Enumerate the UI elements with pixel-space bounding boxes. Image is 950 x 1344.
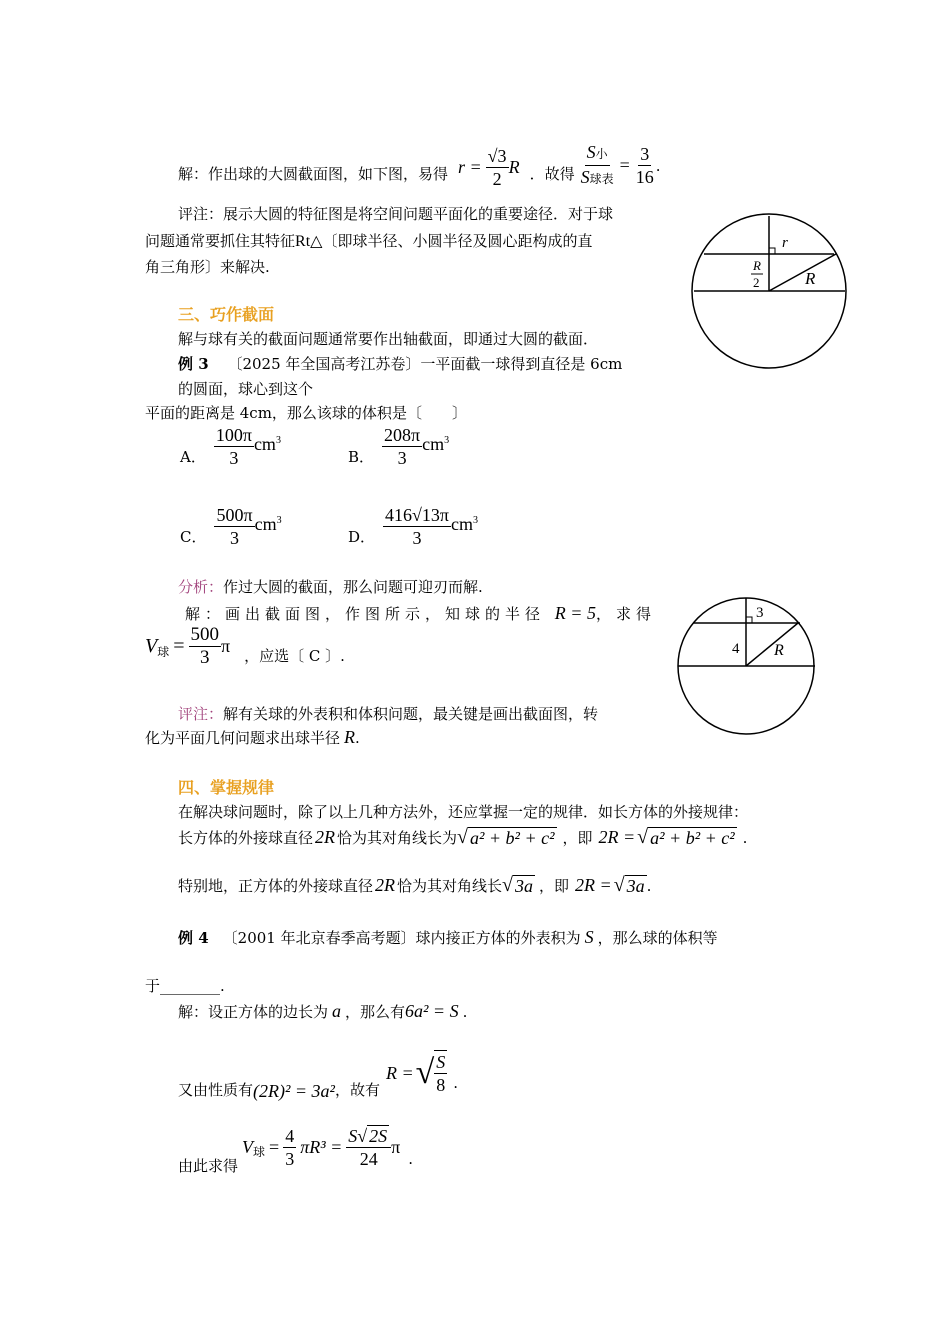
sphere-cross-section-figure-2 (676, 596, 818, 738)
example-4-line-2: 于________. (145, 977, 225, 995)
solution-3-line-1: 解：画出截面图，作图所示，知球的半径 R = 5，求得 (185, 603, 656, 623)
section-3-title: 三、巧作截面 (178, 305, 275, 324)
option-a[interactable]: A． $\frac{100\pi}{3}$ $cm^3$ (180, 425, 281, 468)
label-R: R (774, 642, 784, 659)
analysis-label: 分析： (178, 578, 224, 596)
label-R-half-den: 2 (753, 275, 760, 290)
label-R: R (805, 269, 816, 288)
example-3-line-3: 平面的距离是 4cm，那么该球的体积是〔 〕 (145, 404, 467, 422)
example-4-line-1: 例 4 〔2001 年北京春季高考题〕球内接正方体的外表积为 S ，那么球的体积等 (178, 927, 718, 947)
comment-1-line-2: 问题通常要抓住其特征Rt△〔即球半径、小圆半径及圆心距构成的直 (145, 232, 593, 250)
example-4-solution: 解：设正方体的边长为 a ，那么有 6a² = S . (178, 1001, 468, 1021)
comment-1-line-3: 角三角形〕来解决. (145, 258, 270, 276)
label-3: 3 (756, 605, 764, 621)
section-4-line-1: 在解决球问题时，除了以上几种方法外，还应掌握一定的规律．如长方体的外接规律： (178, 803, 749, 821)
example-3-line-2: 的圆面，球心到这个 (178, 380, 314, 398)
label-r: r (782, 235, 788, 251)
section-3-intro: 解与球有关的截面问题通常要作出轴截面，即通过大圆的截面． (178, 330, 599, 348)
comment-3-line-2: 化为平面几何问题求出球半径 R. (145, 727, 360, 747)
solution-1-text: 解：作出球的大圆截面图，如下图，易得 (178, 165, 449, 183)
solution-1: 解：作出球的大圆截面图，如下图，易得 r = $\frac{√3}{2}$ R ．故得 $\frac{\text{S小}}{\text{S球表}}$ = $\frac{3}{16}$ . (178, 142, 661, 189)
example-4-final: 由此求得 V 球 = $\frac{4}{3}$ πR³ = $\frac{S√ 2S}{24}$ π . (178, 1126, 414, 1175)
example-4-label: 例 4 (178, 929, 209, 947)
option-d[interactable]: D． $\frac{416√13\pi}{3}$ $cm^3$ (348, 505, 478, 548)
section-4-line-2: 长方体的外接球直径 2R 恰为其对角线长为 √ a² + b² + c² ，即 2R = √ a² + b² + c² . (178, 826, 748, 848)
solution-3-volume: V 球 = $\frac{500}{3}$ π ，应选〔 C 〕. (145, 624, 345, 668)
label-4: 4 (732, 641, 740, 657)
section-4-title: 四、掌握规律 (178, 778, 275, 797)
area-ratio-formula: $\frac{\text{S小}}{\text{S球表}}$ = $\frac{3}{16}$ . (580, 142, 661, 187)
comment-1-line-1: 评注：展示大圆的特征图是将空间问题平面化的重要途径．对于球 (178, 205, 614, 223)
r-formula: r = $\frac{√3}{2}$ R (458, 146, 520, 189)
option-b[interactable]: B． $\frac{208\pi}{3}$ $cm^3$ (348, 425, 450, 468)
example-3-label: 例 3 (178, 355, 209, 373)
comment-3-line-1: 评注：解有关球的外表积和体积问题，最关键是画出截面图，转 (178, 705, 599, 723)
example-4-property: 又由性质有 (2R)² = 3a² ，故有 R = √ $\frac{S}{8}$ . (178, 1052, 459, 1101)
example-3-line-1: 例 3 〔2025 年全国高考江苏卷〕一平面截一球得到直径是 6cm (178, 355, 623, 373)
section-4-line-3: 特别地，正方体的外接球直径 2R 恰为其对角线长 √ 3a ，即 2R = √ 3a . (178, 874, 652, 896)
option-c[interactable]: C． $\frac{500\pi}{3}$ $cm^3$ (180, 505, 282, 548)
analysis: 分析：作过大圆的截面，那么问题可迎刃而解. (178, 578, 483, 596)
sphere-cross-section-figure-1 (690, 212, 850, 372)
label-R-half-num: R (753, 258, 761, 273)
